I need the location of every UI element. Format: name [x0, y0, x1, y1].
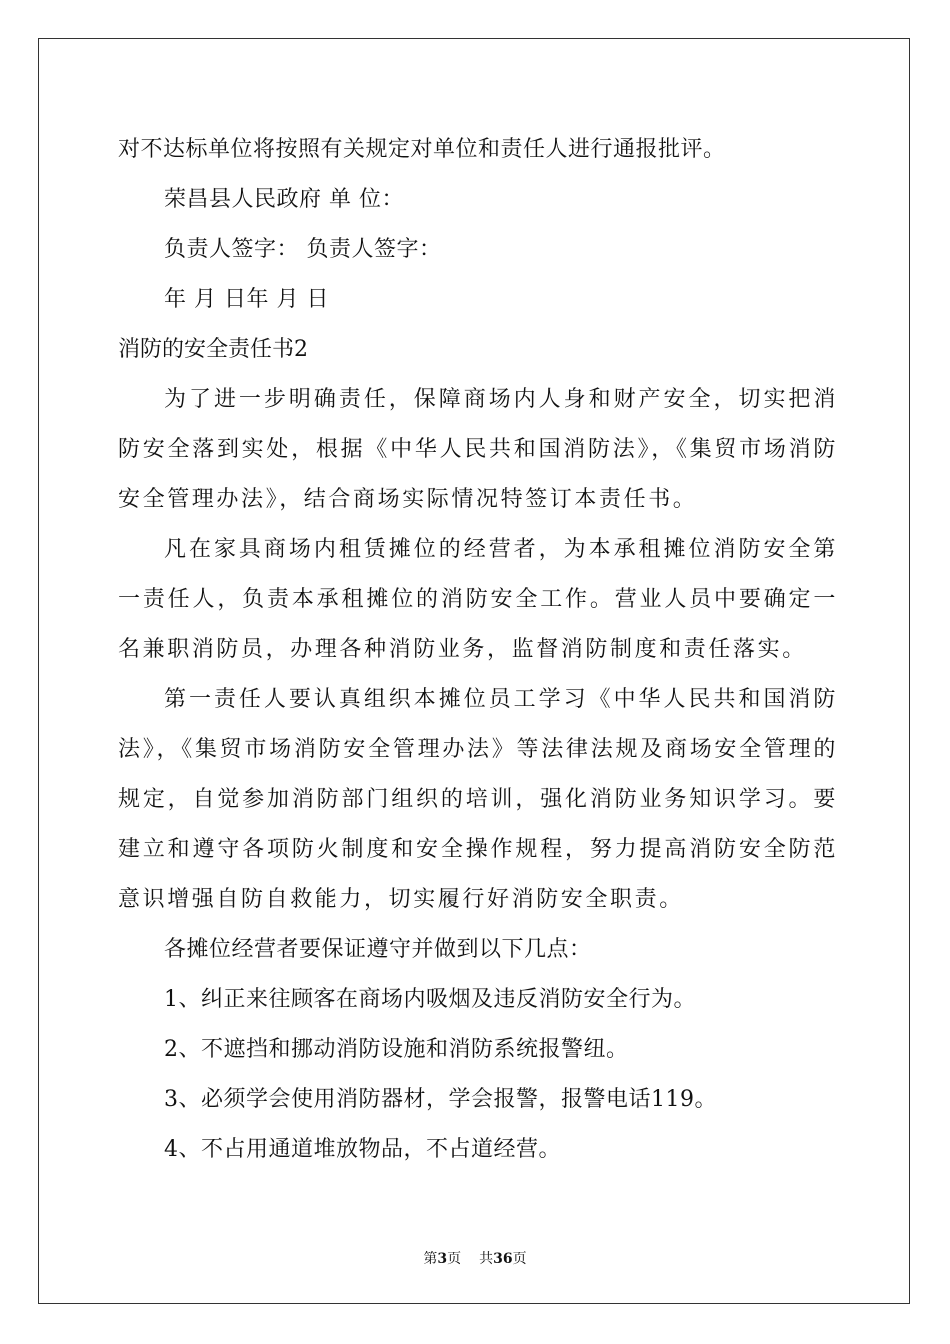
list-item: 4、不占用通道堆放物品，不占道经营。 [164, 1137, 561, 1162]
list-item: 1、纠正来往顾客在商场内吸烟及违反消防安全行为。 [164, 987, 696, 1012]
page-number: 3 [437, 1251, 448, 1267]
total-prefix: 共 [479, 1251, 494, 1267]
text-line-date: 年 月 日年 月 日 [164, 287, 329, 312]
paragraph-intro: 为了进一步明确责任，保障商场内人身和财产安全，切实把消防安全落到实处，根据《中华人民共和国消防法》，《集贸市场消防安全管理办法》，结合商场实际情况特签订本责任书。 [118, 387, 838, 512]
page-prefix: 第 [423, 1251, 438, 1267]
list-item: 2、不遮挡和挪动消防设施和消防系统报警纽。 [164, 1037, 629, 1062]
text-line-signatory-org: 荣昌县人民政府 单 位： [164, 187, 404, 212]
total-suffix: 页 [512, 1251, 527, 1267]
paragraph-requirements-intro: 各摊位经营者要保证遵守并做到以下几点： [164, 937, 592, 962]
list-item: 3、必须学会使用消防器材，学会报警，报警电话119。 [164, 1087, 717, 1112]
text-line-notice: 对不达标单位将按照有关规定对单位和责任人进行通报批评。 [118, 137, 726, 162]
section-title: 消防的安全责任书2 [118, 337, 308, 362]
total-pages: 36 [493, 1251, 513, 1267]
page-footer [0, 1248, 950, 1268]
paragraph-training: 第一责任人要认真组织本摊位员工学习《中华人民共和国消防法》，《集贸市场消防安全管理办法》等法律法规及商场安全管理的规定，自觉参加消防部门组织的培训，强化消防业务知识学习。要建立和遵守各项防火制度和安全操作规程，努力提高消防安全防范意识增强自防自救能力，切实履行好消防安全职责。 [118, 687, 838, 912]
paragraph-responsibility: 凡在家具商场内租赁摊位的经营者，为本承租摊位消防安全第一责任人，负责本承租摊位的消防安全工作。营业人员中要确定一名兼职消防员，办理各种消防业务，监督消防制度和责任落实。 [118, 537, 838, 662]
document-body [118, 125, 838, 1175]
text-line-signature: 负责人签字： 负责人签字： [164, 237, 442, 262]
page-suffix: 页 [447, 1251, 462, 1267]
